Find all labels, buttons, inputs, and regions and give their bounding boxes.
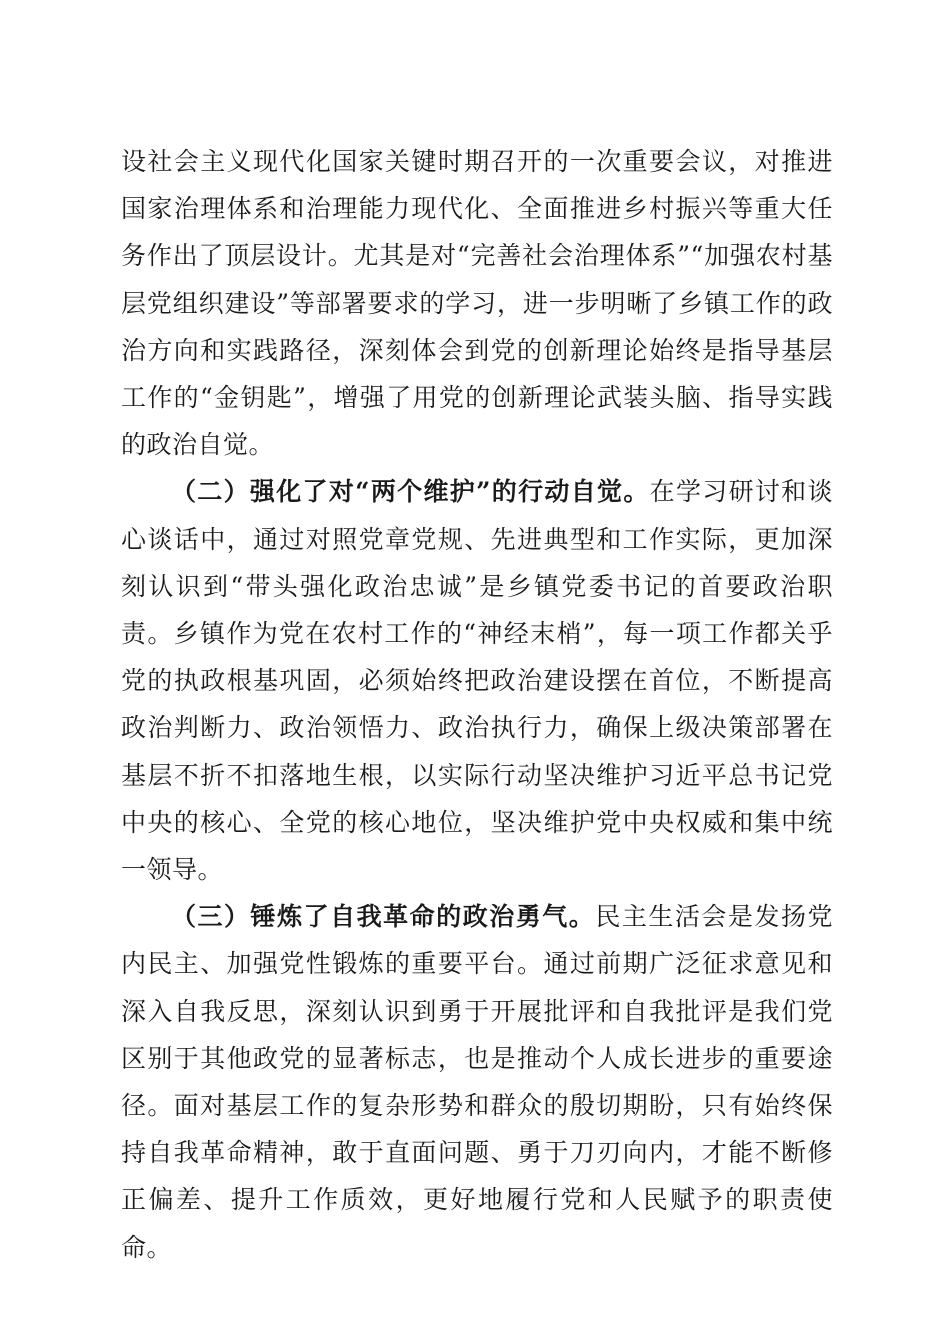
paragraph-section-2 <box>121 468 833 893</box>
paragraph-text: 设社会主义现代化国家关键时期召开的一次重要会议，对推进国家治理体系和治理能力现代化、全面推进乡村振兴等重大任务作出了顶层设计。尤其是对“完善社会治理体系”“加强农村基层党组织建设”等部署要求的学习，进一步明晰了乡镇工作的政治方向和实践路径，深刻体会到党的创新理论始终是指导基层工作的“金钥匙”，增强了用党的创新理论武装头脑、指导实践的政治自觉。 <box>121 147 833 460</box>
paragraph-continuation <box>121 138 833 468</box>
paragraph-text: 民主生活会是发扬党内民主、加强党性锻炼的重要平台。通过前期广泛征求意见和深入自我反思，深刻认识到勇于开展批评和自我批评是我们党区别于其他政党的显著标志，也是推动个人成长进步的重要途径。面对基层工作的复杂形势和群众的殷切期盼，只有始终保持自我革命精神，敢于直面问题、勇于刀刃向内，才能不断修正偏差、提升工作质效，更好地履行党和人民赋予的职责使命。 <box>121 902 833 1262</box>
document-body <box>121 138 833 1271</box>
paragraph-section-3 <box>121 893 833 1271</box>
section-heading: （二）强化了对“两个维护”的行动自觉。 <box>171 477 650 507</box>
section-heading: （三）锤炼了自我革命的政治勇气。 <box>171 902 596 932</box>
paragraph-text: 在学习研讨和谈心谈话中，通过对照党章党规、先进典型和工作实际，更加深刻认识到“带头强化政治忠诚”是乡镇党委书记的首要政治职责。乡镇作为党在农村工作的“神经末梢”，每一项工作都关乎党的执政根基巩固，必须始终把政治建设摆在首位，不断提高政治判断力、政治领悟力、政治执行力，确保上级决策部署在基层不折不扣落地生根，以实际行动坚决维护习近平总书记党中央的核心、全党的核心地位，坚决维护党中央权威和集中统一领导。 <box>121 477 833 885</box>
